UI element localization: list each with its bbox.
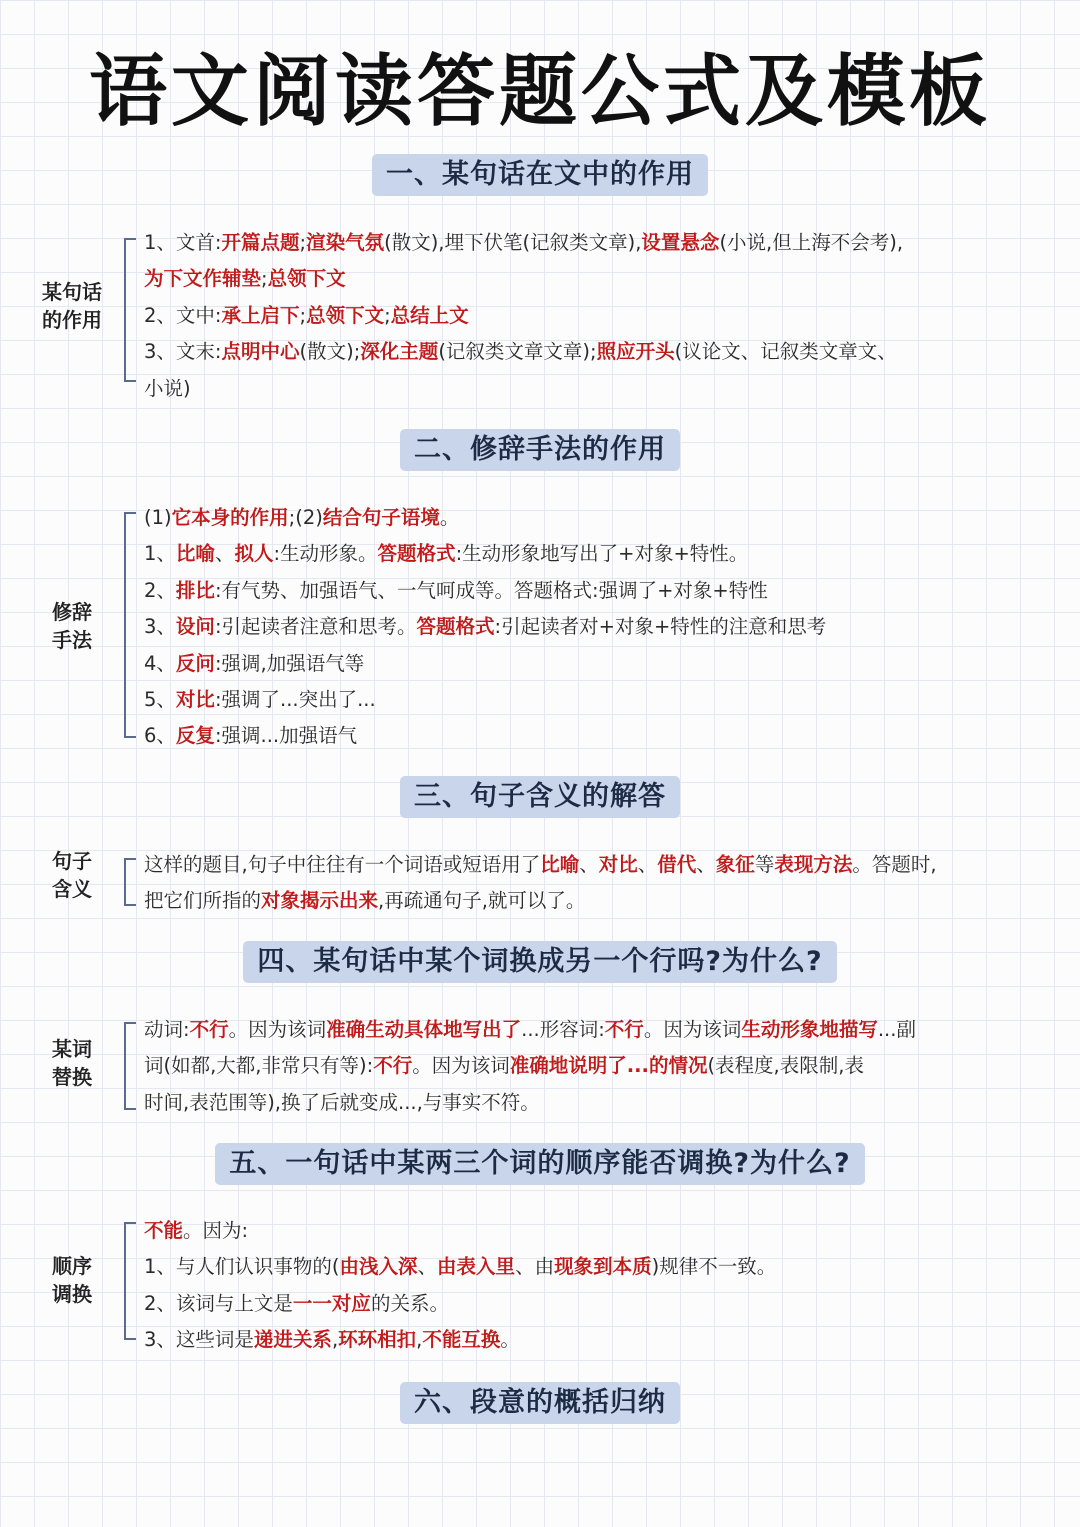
- section-label-line: 替换: [52, 1065, 92, 1089]
- content-line: [144, 1012, 1044, 1048]
- highlight-text: 不行: [189, 1018, 229, 1041]
- body-text: ,再疏通句子,就可以了。: [378, 889, 586, 913]
- highlight-text: 排比: [175, 578, 215, 602]
- highlight-text: 渲染气氛: [306, 231, 385, 254]
- body-text: 时间,表范围等),换了后就变成...,与事实不符。: [144, 1090, 540, 1114]
- body-text: 2、: [144, 578, 176, 602]
- highlight-text: 反复: [175, 724, 215, 748]
- highlight-text: 答题格式: [416, 615, 495, 639]
- body-text: :生动形象地写出了+对象+特性。: [455, 542, 749, 566]
- content-line: [144, 1286, 1044, 1322]
- highlight-text: 反问: [175, 651, 215, 675]
- highlight-text: 由浅入深: [339, 1255, 418, 1279]
- body-text: 4、: [144, 651, 176, 675]
- section-bracket-3: [124, 858, 136, 906]
- section-content-3: [144, 847, 1044, 920]
- body-text: (小说,但上海不会考),: [719, 231, 904, 254]
- body-text: ,: [331, 1328, 339, 1352]
- body-text: 3、文末:: [144, 340, 222, 364]
- highlight-text: 它本身的作用: [171, 506, 289, 529]
- highlight-text: 不能: [144, 1219, 184, 1242]
- body-text: 、: [579, 853, 599, 876]
- body-text: 。: [439, 506, 460, 529]
- body-text: 5、: [144, 688, 176, 712]
- body-text: 、: [417, 1255, 438, 1279]
- body-text: ...形容词:: [521, 1018, 605, 1041]
- body-text: (记叙类文章文章);: [438, 340, 597, 364]
- highlight-text: 答题格式: [377, 542, 456, 566]
- section-content-5: [144, 1213, 1044, 1359]
- highlight-text: 对象揭示出来: [261, 889, 379, 913]
- content-line: [144, 1322, 1044, 1358]
- highlight-text: 总领下文: [306, 303, 385, 327]
- section-bracket-4: [124, 1022, 136, 1110]
- body-text: 。因为该词: [412, 1054, 510, 1078]
- content-line: [144, 718, 1044, 754]
- body-text: 1、与人们认识事物的(: [144, 1255, 340, 1279]
- section-content-2: [144, 500, 1044, 755]
- body-text: (表程度,表限制,表: [707, 1054, 864, 1078]
- highlight-text: 拟人: [234, 542, 274, 566]
- body-text: :强调了...突出了...: [214, 688, 376, 712]
- body-text: :强调...加强语气: [214, 724, 358, 748]
- body-text: 、: [637, 853, 658, 876]
- content-line: [144, 573, 1044, 609]
- content-line: [144, 1048, 1044, 1084]
- content-line: [144, 1249, 1044, 1285]
- highlight-text: 不行: [373, 1054, 413, 1078]
- highlight-text: 总领下文: [267, 267, 346, 291]
- body-text: 。因为该词: [228, 1018, 327, 1041]
- content-line: [144, 883, 1044, 919]
- highlight-text: 递进关系: [253, 1328, 332, 1352]
- content-line: [144, 298, 1044, 334]
- section-label-line: 含义: [52, 877, 92, 901]
- body-text: 。因为该词: [643, 1018, 742, 1041]
- body-text: (1): [144, 506, 172, 529]
- body-text: ;: [299, 303, 307, 327]
- section-label-line: 某句话: [42, 280, 102, 304]
- body-text: ...副: [877, 1018, 916, 1041]
- body-text: 词(如都,大都,非常只有等):: [144, 1054, 374, 1078]
- body-text: 。: [500, 1328, 520, 1352]
- highlight-text: 设置悬念: [641, 231, 720, 254]
- section-label-line: 顺序: [52, 1254, 92, 1278]
- highlight-text: 准确生动具体地写出了: [326, 1018, 522, 1041]
- body-text: :有气势、加强语气、一气呵成等。答题格式:强调了+对象+特性: [214, 578, 768, 602]
- section-label-line: 手法: [52, 628, 92, 652]
- body-text: (散文),埋下伏笔(记叙类文章),: [384, 231, 642, 254]
- body-text: 2、文中:: [144, 303, 222, 327]
- body-text: :引起读者注意和思考。: [214, 615, 417, 639]
- content-line: [144, 682, 1044, 718]
- section-bracket-5: [124, 1222, 136, 1340]
- highlight-text: 借代: [657, 853, 697, 876]
- body-text: 的关系。: [370, 1291, 449, 1315]
- highlight-text: 对比: [175, 688, 215, 712]
- body-text: :引起读者对+对象+特性的注意和思考: [494, 615, 827, 639]
- body-text: ;: [384, 303, 391, 327]
- body-text: 动词:: [144, 1018, 190, 1041]
- body-text: )规律不一致。: [651, 1255, 777, 1279]
- section-label-line: 句子: [52, 849, 92, 873]
- section-label-line: 某词: [52, 1037, 92, 1061]
- section-bracket-1: [124, 238, 136, 382]
- page-title: 语文阅读答题公式及模板: [88, 47, 991, 137]
- body-text: 。答题时,: [852, 853, 937, 876]
- highlight-text: 比喻: [540, 853, 580, 876]
- highlight-text: 结合句子语境: [322, 506, 440, 529]
- section-label-5: [26, 1252, 118, 1308]
- highlight-text: 深化主题: [360, 340, 439, 364]
- highlight-text: 由表入里: [437, 1255, 516, 1279]
- section-content-4: [144, 1012, 1044, 1121]
- highlight-text: 生动形象地描写: [741, 1018, 878, 1041]
- body-text: 等: [754, 853, 775, 876]
- body-text: 2、该词与上文是: [144, 1291, 293, 1315]
- content-line: [144, 371, 1044, 407]
- body-text: 、: [696, 853, 716, 876]
- body-text: 。因为:: [183, 1219, 249, 1242]
- body-text: 小说): [144, 376, 191, 400]
- content-line: [144, 500, 1044, 536]
- body-text: :强调,加强语气等: [214, 651, 365, 675]
- body-text: (散文);: [299, 340, 361, 364]
- content-line: [144, 225, 1044, 261]
- highlight-text: 一一对应: [292, 1291, 371, 1315]
- body-text: 这样的题目,句子中往往有一个词语或短语用了: [144, 853, 541, 876]
- highlight-text: 总结上文: [390, 303, 469, 327]
- highlight-text: 现象到本质: [554, 1255, 652, 1279]
- highlight-text: 表现方法: [774, 853, 853, 876]
- body-text: 把它们所指的: [144, 889, 262, 913]
- highlight-text: 对比: [598, 853, 638, 876]
- section-label-2: [26, 598, 118, 654]
- content-line: [144, 847, 1044, 883]
- section-heading-1: 一、某句话在文中的作用: [0, 154, 1080, 196]
- section-label-line: 调换: [52, 1282, 92, 1306]
- section-heading-6: 六、段意的概括归纳: [0, 1382, 1080, 1424]
- highlight-text: 环环相扣: [338, 1328, 417, 1352]
- section-bracket-2: [124, 512, 136, 738]
- body-text: ,: [416, 1328, 423, 1352]
- section-label-line: 的作用: [42, 308, 102, 332]
- section-label-1: [26, 278, 118, 334]
- content-line: [144, 261, 1044, 297]
- body-text: 1、文首:: [144, 231, 222, 254]
- body-text: 1、: [144, 542, 176, 566]
- section-heading-4: 四、某句话中某个词换成另一个行吗?为什么?: [0, 941, 1080, 983]
- body-text: ;: [261, 267, 268, 291]
- content-line: [144, 646, 1044, 682]
- highlight-text: 准确地说明了...的情况: [509, 1054, 708, 1078]
- highlight-text: 开篇点题: [221, 231, 300, 254]
- body-text: 3、这些词是: [144, 1328, 254, 1352]
- body-text: (议论文、记叙类文章文、: [674, 340, 897, 364]
- content-line: [144, 334, 1044, 370]
- content-line: [144, 1085, 1044, 1121]
- highlight-text: 设问: [175, 615, 215, 639]
- highlight-text: 不行: [604, 1018, 644, 1041]
- body-text: ;: [299, 231, 307, 254]
- section-label-3: [26, 847, 118, 903]
- content-line: [144, 609, 1044, 645]
- highlight-text: 象征: [715, 853, 755, 876]
- body-text: 3、: [144, 615, 176, 639]
- section-heading-5: 五、一句话中某两三个词的顺序能否调换?为什么?: [0, 1143, 1080, 1185]
- highlight-text: 为下文作辅垫: [144, 267, 262, 291]
- section-label-line: 修辞: [52, 600, 92, 624]
- highlight-text: 比喻: [175, 542, 215, 566]
- highlight-text: 不能互换: [422, 1328, 501, 1352]
- highlight-text: 照应开头: [596, 340, 675, 364]
- body-text: :生动形象。: [273, 542, 378, 566]
- highlight-text: 点明中心: [221, 340, 300, 364]
- section-label-4: [26, 1035, 118, 1091]
- highlight-text: 承上启下: [221, 303, 300, 327]
- content-line: [144, 536, 1044, 572]
- body-text: 6、: [144, 724, 176, 748]
- body-text: 、: [214, 542, 235, 566]
- section-heading-2: 二、修辞手法的作用: [0, 429, 1080, 471]
- body-text: ;(2): [288, 506, 323, 529]
- body-text: 、由: [515, 1255, 555, 1279]
- content-line: [144, 1213, 1044, 1249]
- section-content-1: [144, 225, 1044, 407]
- section-heading-3: 三、句子含义的解答: [0, 776, 1080, 818]
